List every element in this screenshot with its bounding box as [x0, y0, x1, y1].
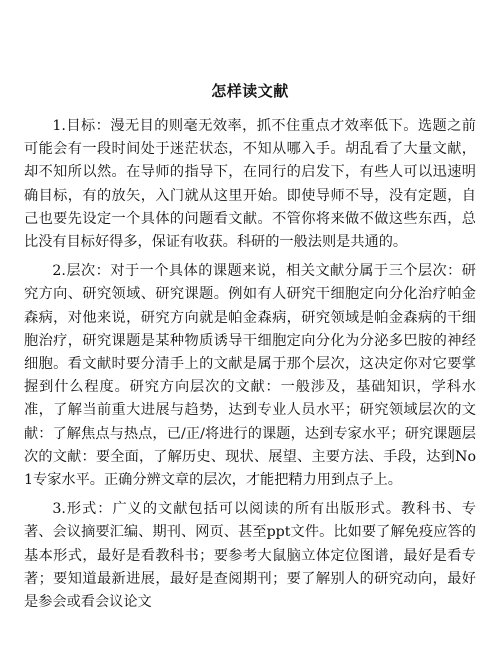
paragraph-forms: 3.形式：广义的文献包括可以阅读的所有出版形式。教科书、专著、会议摘要汇编、期刊、网页、甚至ppt文件。比如要了解免疫应答的基本形式，最好是看教科书；要参考大鼠脑立体定位图谱，最好是看专著；要知道最新进展，最好是查阅期刊；要了解别人的研究动向，最好是参会或看会议论文: [24, 501, 476, 611]
document-title: 怎样读文献: [211, 82, 289, 100]
paragraph-goal: 1.目标：漫无目的则毫无效率，抓不住重点才效率低下。选题之前可能会有一段时间处于迷茫状态，不知从哪入手。胡乱看了大量文献，却不知所以然。在导师的指导下，在同行的启发下，有些人可以迅速明确目标，有的放矢，入门就从这里开始。即使导师不导，没有定题，自己也要先设定一个具体的问题看文献。不管你将来做不做这些东西，总比没有目标好得多，保证有收获。科研的一般法则是共通的。: [24, 118, 476, 251]
paragraph-levels: 2.层次：对于一个具体的课题来说，相关文献分属于三个层次：研究方向、研究领域、研究课题。例如有人研究干细胞定向分化治疗帕金森病，对他来说，研究方向就是帕金森病，研究领域是帕金森病的干细胞治疗，研究课题是某种物质诱导干细胞定向分化为分泌多巴胺的神经细胞。看文献时要分清手上的文献是属于那个层次，这决定你对它要掌握到什么程度。研究方向层次的文献：一般涉及，基础知识，学科水准，了解当前重大进展与趋势，达到专业人员水平；研究领域层次的文献：了解焦点与热点，已/正/将进行的课题，达到专家水平；研究课题层次的文献：要全面，了解历史、现状、展望、主要方法、手段，达到No1专家水平。正确分辨文章的层次，才能把精力用到点子上。: [24, 263, 476, 489]
